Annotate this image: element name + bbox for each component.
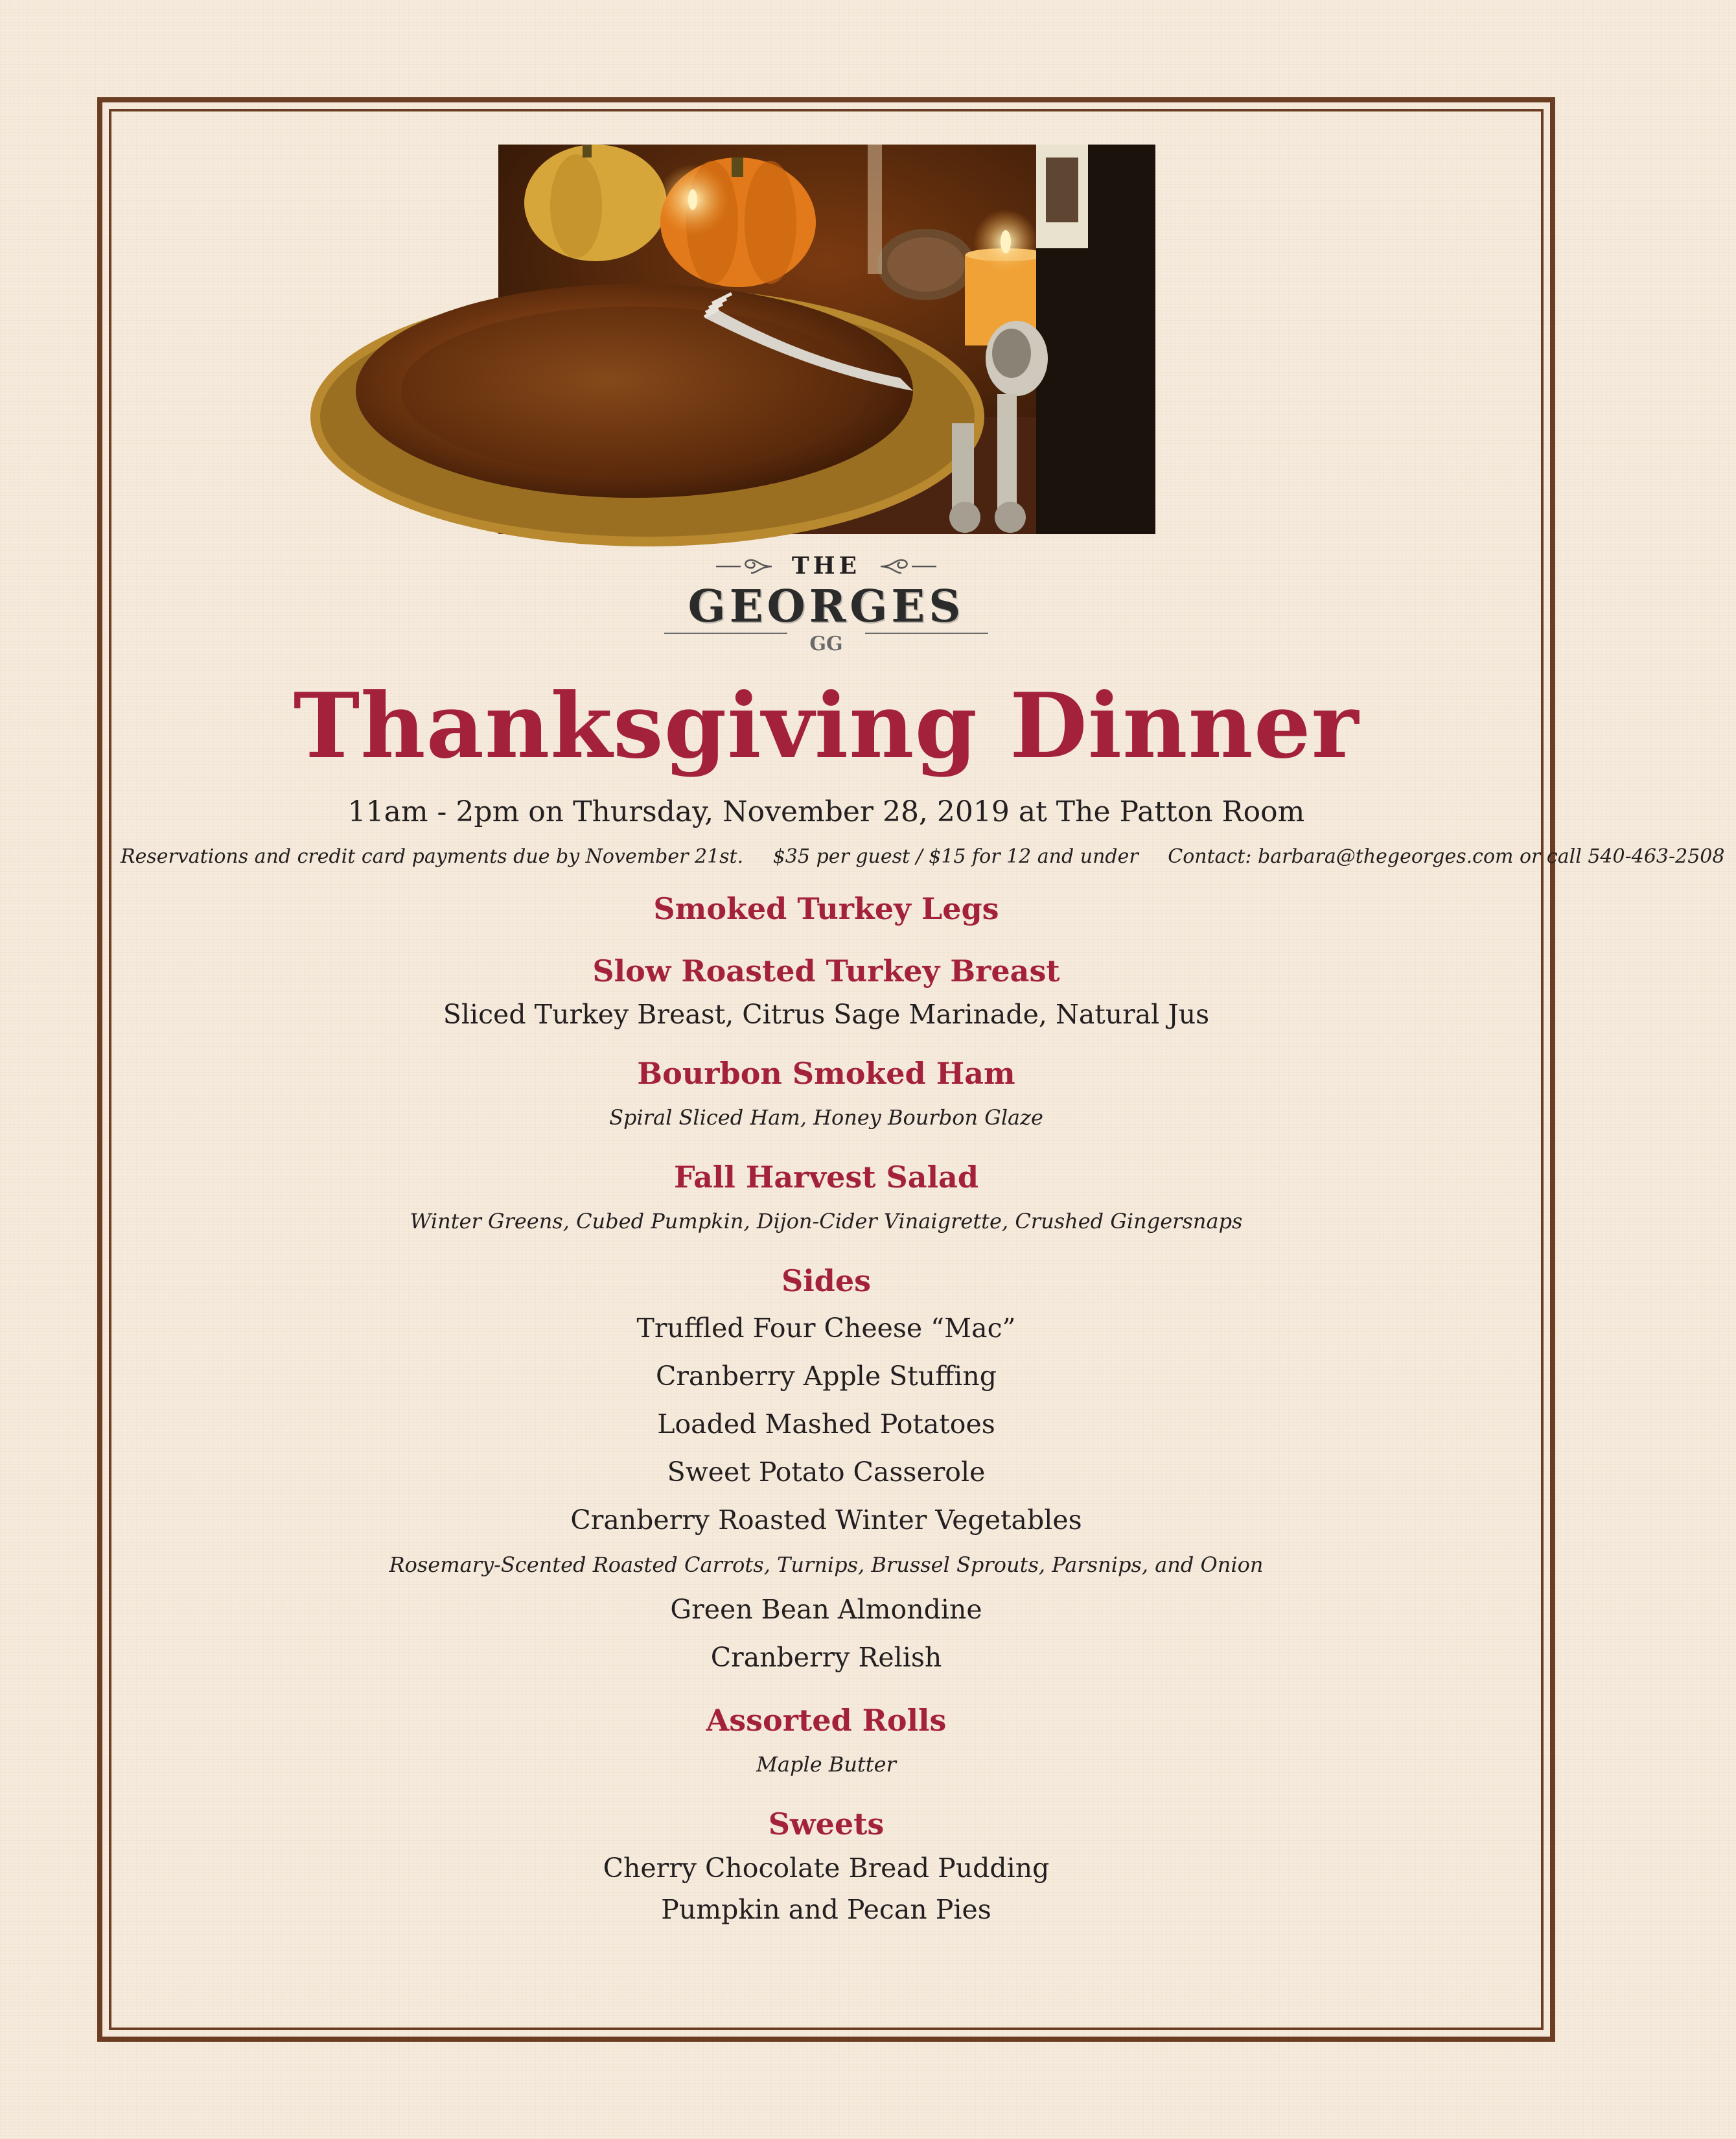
menu-heading-turkey-breast: Slow Roasted Turkey Breast [592, 953, 1060, 988]
scroll-ornament-right-icon [879, 557, 938, 576]
reservation-note: Reservations and credit card payments due by November 21st. [121, 845, 744, 868]
sweet-item: Cherry Chocolate Bread Pudding [603, 1853, 1050, 1884]
logo-rule-right [865, 633, 988, 634]
side-item: Cranberry Roasted Winter Vegetables [570, 1504, 1082, 1536]
menu-heading-turkey-legs: Smoked Turkey Legs [653, 891, 999, 926]
menu-heading-sweets: Sweets [768, 1806, 885, 1841]
side-item: Cranberry Apple Stuffing [655, 1361, 997, 1392]
menu-page [109, 109, 1725, 2030]
page-title: Thanksgiving Dinner [293, 673, 1360, 778]
menu-desc-salad: Winter Greens, Cubed Pumpkin, Dijon-Cider Vinaigrette, Crushed Gingersnaps [410, 1209, 1243, 1233]
side-item: Sweet Potato Casserole [667, 1456, 986, 1488]
the-georges-logo [664, 550, 988, 660]
side-item: Truffled Four Cheese “Mac” [636, 1313, 1016, 1344]
sweet-item: Pumpkin and Pecan Pies [661, 1894, 991, 1925]
contact-note: Contact: barbara@thegeorges.com or call 540-463-2508 [1168, 845, 1725, 868]
logo-the-text: THE [791, 552, 861, 579]
menu-desc-ham: Spiral Sliced Ham, Honey Bourbon Glaze [609, 1105, 1043, 1130]
side-item-desc: Rosemary-Scented Roasted Carrots, Turnips, Brussel Sprouts, Parsnips, and Onion [389, 1552, 1264, 1577]
menu-desc-rolls: Maple Butter [756, 1752, 896, 1777]
thanksgiving-table-photo [498, 145, 1155, 534]
side-item: Green Bean Almondine [670, 1594, 982, 1625]
menu-heading-salad: Fall Harvest Salad [673, 1160, 979, 1195]
event-details [109, 839, 1725, 875]
logo-name-text: GEORGES [688, 581, 965, 633]
price-note: $35 per guest / $15 for 12 and under [772, 845, 1139, 868]
side-item: Cranberry Relish [710, 1642, 942, 1673]
menu-heading-ham: Bourbon Smoked Ham [637, 1056, 1015, 1091]
menu-heading-sides: Sides [781, 1263, 872, 1298]
event-when: 11am - 2pm on Thursday, November 28, 2019 at The Patton Room [347, 795, 1305, 828]
menu-list [109, 885, 1544, 1930]
logo-monogram: GG [809, 633, 843, 655]
menu-heading-rolls: Assorted Rolls [706, 1703, 947, 1738]
side-item: Loaded Mashed Potatoes [657, 1408, 995, 1440]
menu-desc-turkey-breast: Sliced Turkey Breast, Citrus Sage Marinade, Natural Jus [443, 999, 1210, 1030]
